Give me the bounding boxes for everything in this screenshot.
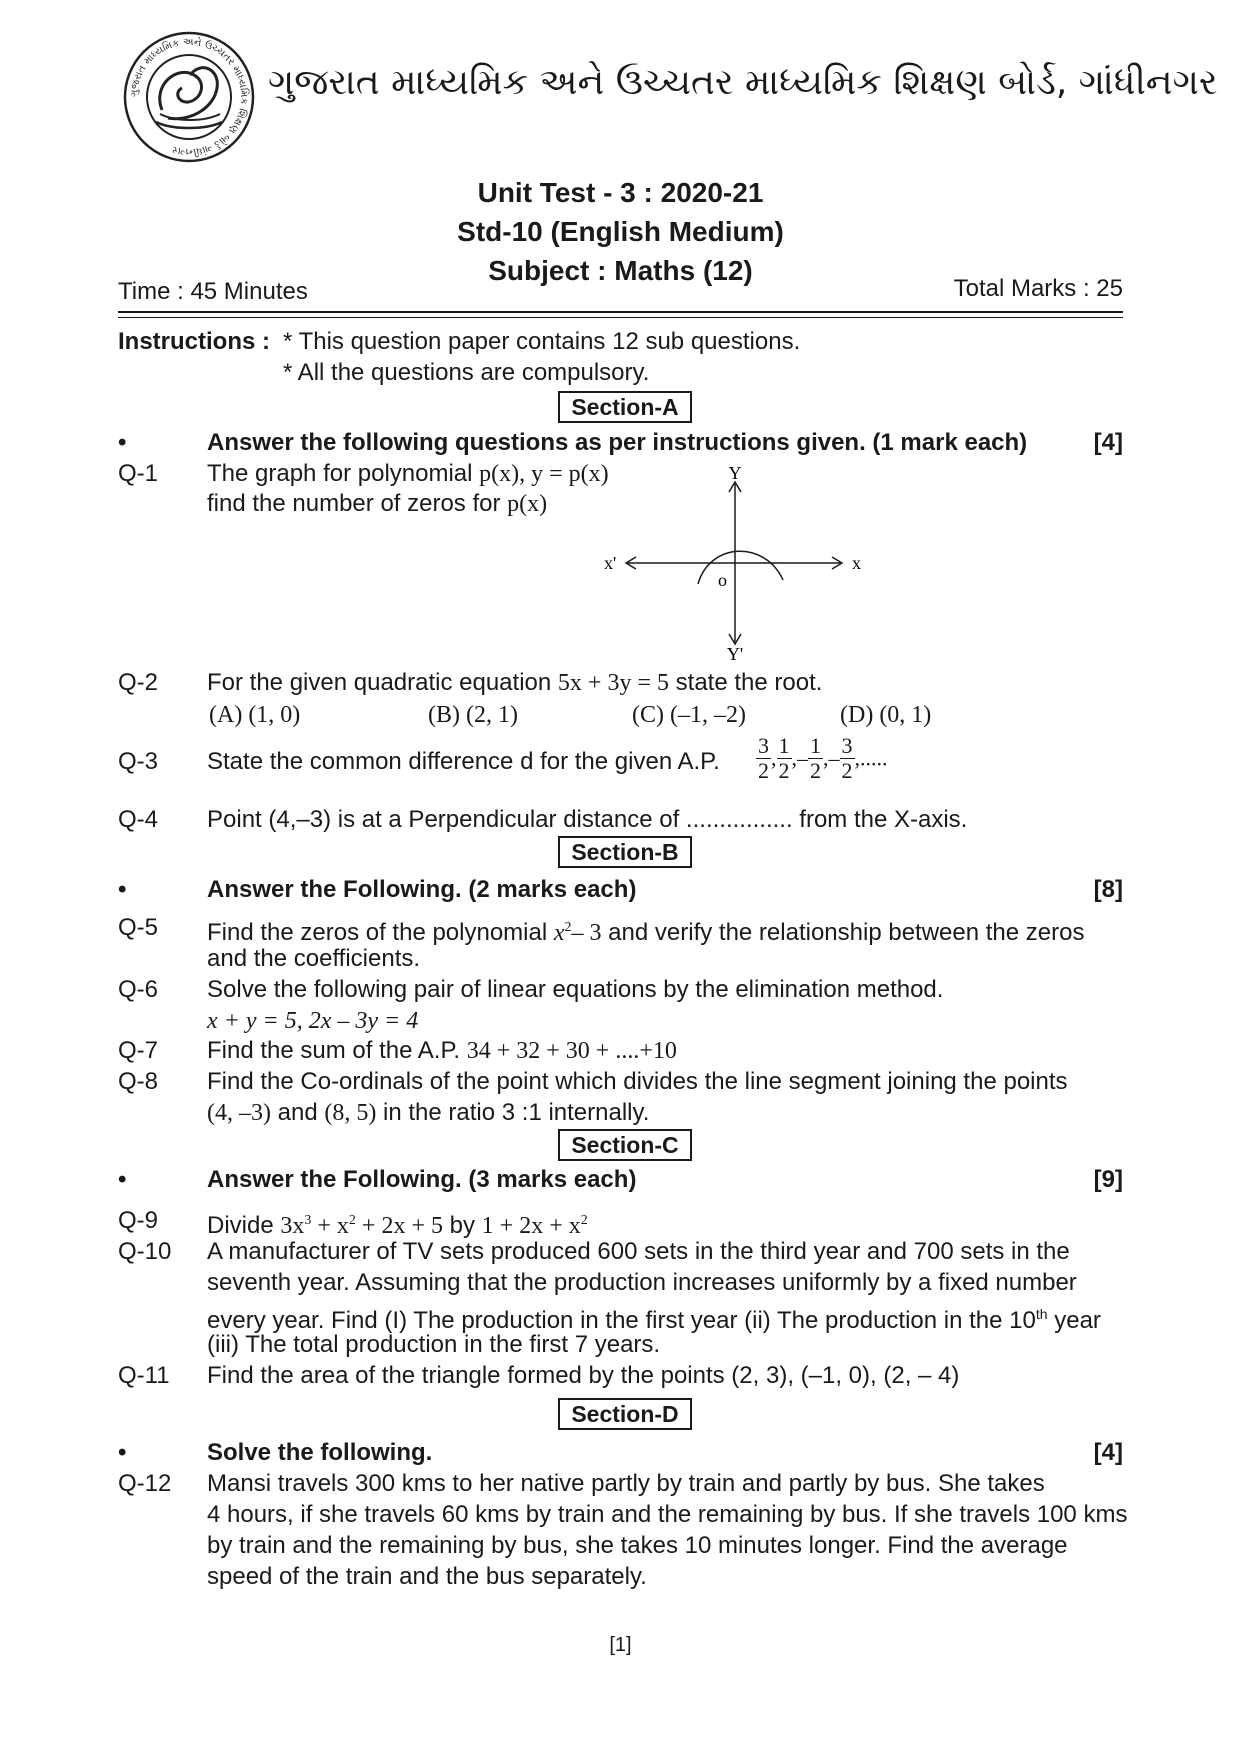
subject-title: Subject : Maths (12): [488, 255, 753, 286]
q8-line-2: [207, 1098, 649, 1128]
q1-graph: [590, 462, 880, 662]
q2-text-after: state the root.: [668, 669, 823, 696]
q8-line-1: Find the Co-ordinals of the point which divides the line segment joining the points: [207, 1068, 1068, 1095]
parabola-curve: [698, 551, 783, 584]
total-marks-label: Total Marks : 25: [953, 275, 1123, 302]
x-axis-label: x: [852, 553, 861, 573]
q7-number: Q-7: [118, 1037, 159, 1064]
q9-dividend: $3x^3 + x^2 + 2x + 5$: [280, 1213, 443, 1239]
board-name: ગુજરાત માધ્યમિક અને ઉચ્ચતર માધ્યમિક શિક્ષણ બોર્ડ, ગાંધીનગર: [268, 62, 1218, 103]
q1-line-2: [207, 489, 547, 519]
q10-line-4: (iii) The total production in the first 7 years.: [207, 1331, 661, 1358]
q12-line-1: Mansi travels 300 kms to her native partly by train and partly by bus. She takes: [207, 1470, 1045, 1497]
q2-number: Q-2: [118, 669, 159, 696]
q2-text: [207, 668, 822, 698]
q1-text-2: find the number of zeros for: [207, 490, 508, 517]
y-axis-label: Y: [728, 463, 742, 483]
origin-label: o: [718, 570, 727, 590]
q4-number: Q-4: [118, 806, 159, 833]
section-d-title: Section-D: [558, 1398, 692, 1430]
q2-option-a: (A) (1, 0): [209, 702, 301, 728]
section-a-heading: Answer the following questions as per instructions given. (1 mark each): [207, 429, 1028, 456]
q9-divide: Divide: [207, 1212, 281, 1239]
q12-line-3: by train and the remaining by bus, she takes 10 minutes longer. Find the average: [207, 1532, 1068, 1559]
section-b-title: Section-B: [558, 836, 692, 868]
q5-polynomial: $x^2-$ 3: [553, 920, 602, 946]
q5-line-1: [207, 913, 1084, 948]
q1-graph-svg: [590, 462, 880, 662]
q6-line-1: Solve the following pair of linear equations by the elimination method.: [207, 976, 944, 1003]
time-label: Time : 45 Minutes: [118, 278, 308, 305]
header-rule-top: [118, 311, 1123, 313]
q1-text-1: The graph for polynomial: [207, 460, 480, 487]
q10-line-1: A manufacturer of TV sets produced 600 sets in the third year and 700 sets in the: [207, 1238, 1070, 1265]
q5-text-before: Find the zeros of the polynomial: [207, 919, 554, 946]
q8-and: and: [270, 1099, 325, 1126]
q5-text-after: and verify the relationship between the zeros: [601, 919, 1085, 946]
section-b-heading: Answer the Following. (2 marks each): [207, 876, 637, 903]
page-number: [1]: [609, 1634, 632, 1656]
section-a-marks: [4]: [1093, 429, 1123, 456]
instructions-label: Instructions :: [118, 328, 271, 355]
test-title: Unit Test - 3 : 2020-21: [477, 177, 764, 208]
q6-number: Q-6: [118, 976, 159, 1003]
q1-line-1: [207, 459, 609, 489]
section-c-bullet: •: [118, 1166, 127, 1193]
section-b-marks: [8]: [1093, 876, 1123, 903]
q2-option-d: (D) (0, 1): [840, 702, 932, 728]
section-c-title: Section-C: [558, 1129, 692, 1161]
q2-option-c: (C) (–1, –2): [632, 702, 746, 728]
q10-line-3: every year. Find (I) The production in the first year (ii) The production in the 10th year: [207, 1306, 1101, 1334]
q5-line-2: and the coefficients.: [207, 945, 421, 972]
section-b-bullet: •: [118, 876, 127, 903]
y-prime-label: Y': [726, 644, 744, 662]
q3-term-2: $\frac{1}{2}$: [778, 733, 790, 783]
q3-ap-terms: $\frac{3}{2}$ , $\frac{1}{2}$ ,– $\frac{1}{2}$ ,– $\frac{3}{2}$ ,.....: [758, 733, 888, 783]
q9-divisor: $1 + 2x + x^2$: [481, 1213, 588, 1239]
q5-number: Q-5: [118, 914, 159, 941]
q9-by: by: [442, 1212, 482, 1239]
q8-point-2: (8, 5): [324, 1100, 377, 1126]
q1-math-2: p(x): [507, 491, 548, 517]
q3-term-4: $\frac{3}{2}$: [841, 733, 853, 783]
section-d-marks: [4]: [1093, 1439, 1123, 1466]
instruction-1: * This question paper contains 12 sub questions.: [283, 328, 801, 355]
q12-line-4: speed of the train and the bus separately.: [207, 1563, 647, 1590]
q10-number: Q-10: [118, 1238, 172, 1265]
q10-line-2: seventh year. Assuming that the production increases uniformly by a fixed number: [207, 1269, 1077, 1296]
q7-line: [207, 1036, 677, 1066]
q8-ratio-text: in the ratio 3 :1 internally.: [376, 1099, 650, 1126]
q2-equation: 5x + 3y = 5: [557, 670, 669, 696]
q12-number: Q-12: [118, 1470, 172, 1497]
q4-text: Point (4,–3) is at a Perpendicular distance of ................ from the X-axis.: [207, 806, 968, 833]
q9-number: Q-9: [118, 1207, 159, 1234]
q9-line: [207, 1206, 588, 1241]
q2-option-b: (B) (2, 1): [428, 702, 518, 728]
header-rule-bottom: [118, 317, 1123, 318]
q7-series: 34 + 32 + 30 + ....+10: [466, 1038, 677, 1064]
q1-number: Q-1: [118, 460, 159, 487]
x-prime-label: x': [604, 553, 617, 573]
q12-line-2: 4 hours, if she travels 60 kms by train and the remaining by bus. If she travels 100 kms: [207, 1501, 1128, 1528]
q3-number: Q-3: [118, 748, 159, 775]
section-a-title: Section-A: [558, 391, 692, 423]
q8-point-1: (4, –3): [207, 1100, 271, 1126]
standard-title: Std-10 (English Medium): [457, 216, 784, 247]
q3-tail: ,.....: [854, 745, 888, 771]
q2-text-before: For the given quadratic equation: [207, 669, 558, 696]
q6-equations: x + y = 5, 2x – 3y = 4: [207, 1008, 419, 1034]
section-a-bullet: •: [118, 429, 127, 456]
board-logo-seal-icon: [122, 30, 256, 164]
q1-math-1: p(x), y = p(x): [479, 461, 609, 487]
instruction-2: * All the questions are compulsory.: [283, 359, 650, 386]
q3-term-1: $\frac{3}{2}$: [758, 733, 769, 783]
q7-text: Find the sum of the A.P.: [207, 1037, 467, 1064]
section-c-marks: [9]: [1093, 1166, 1123, 1193]
q11-text: Find the area of the triangle formed by the points (2, 3), (–1, 0), (2, – 4): [207, 1362, 960, 1389]
section-d-heading: Solve the following.: [207, 1439, 433, 1466]
q3-text: State the common difference d for the given A.P.: [207, 748, 720, 775]
section-c-heading: Answer the Following. (3 marks each): [207, 1166, 637, 1193]
section-d-bullet: •: [118, 1439, 127, 1466]
board-logo: [122, 30, 256, 164]
q8-number: Q-8: [118, 1068, 159, 1095]
logo-ring-text: ગુજરાત માધ્યમિક અને ઉચ્ચતર માધ્યમિક શિક્ષણ બોર્ડ ગાંધીનગર: [128, 36, 250, 157]
q3-term-3: $\frac{1}{2}$: [810, 733, 821, 783]
q11-number: Q-11: [118, 1362, 170, 1389]
